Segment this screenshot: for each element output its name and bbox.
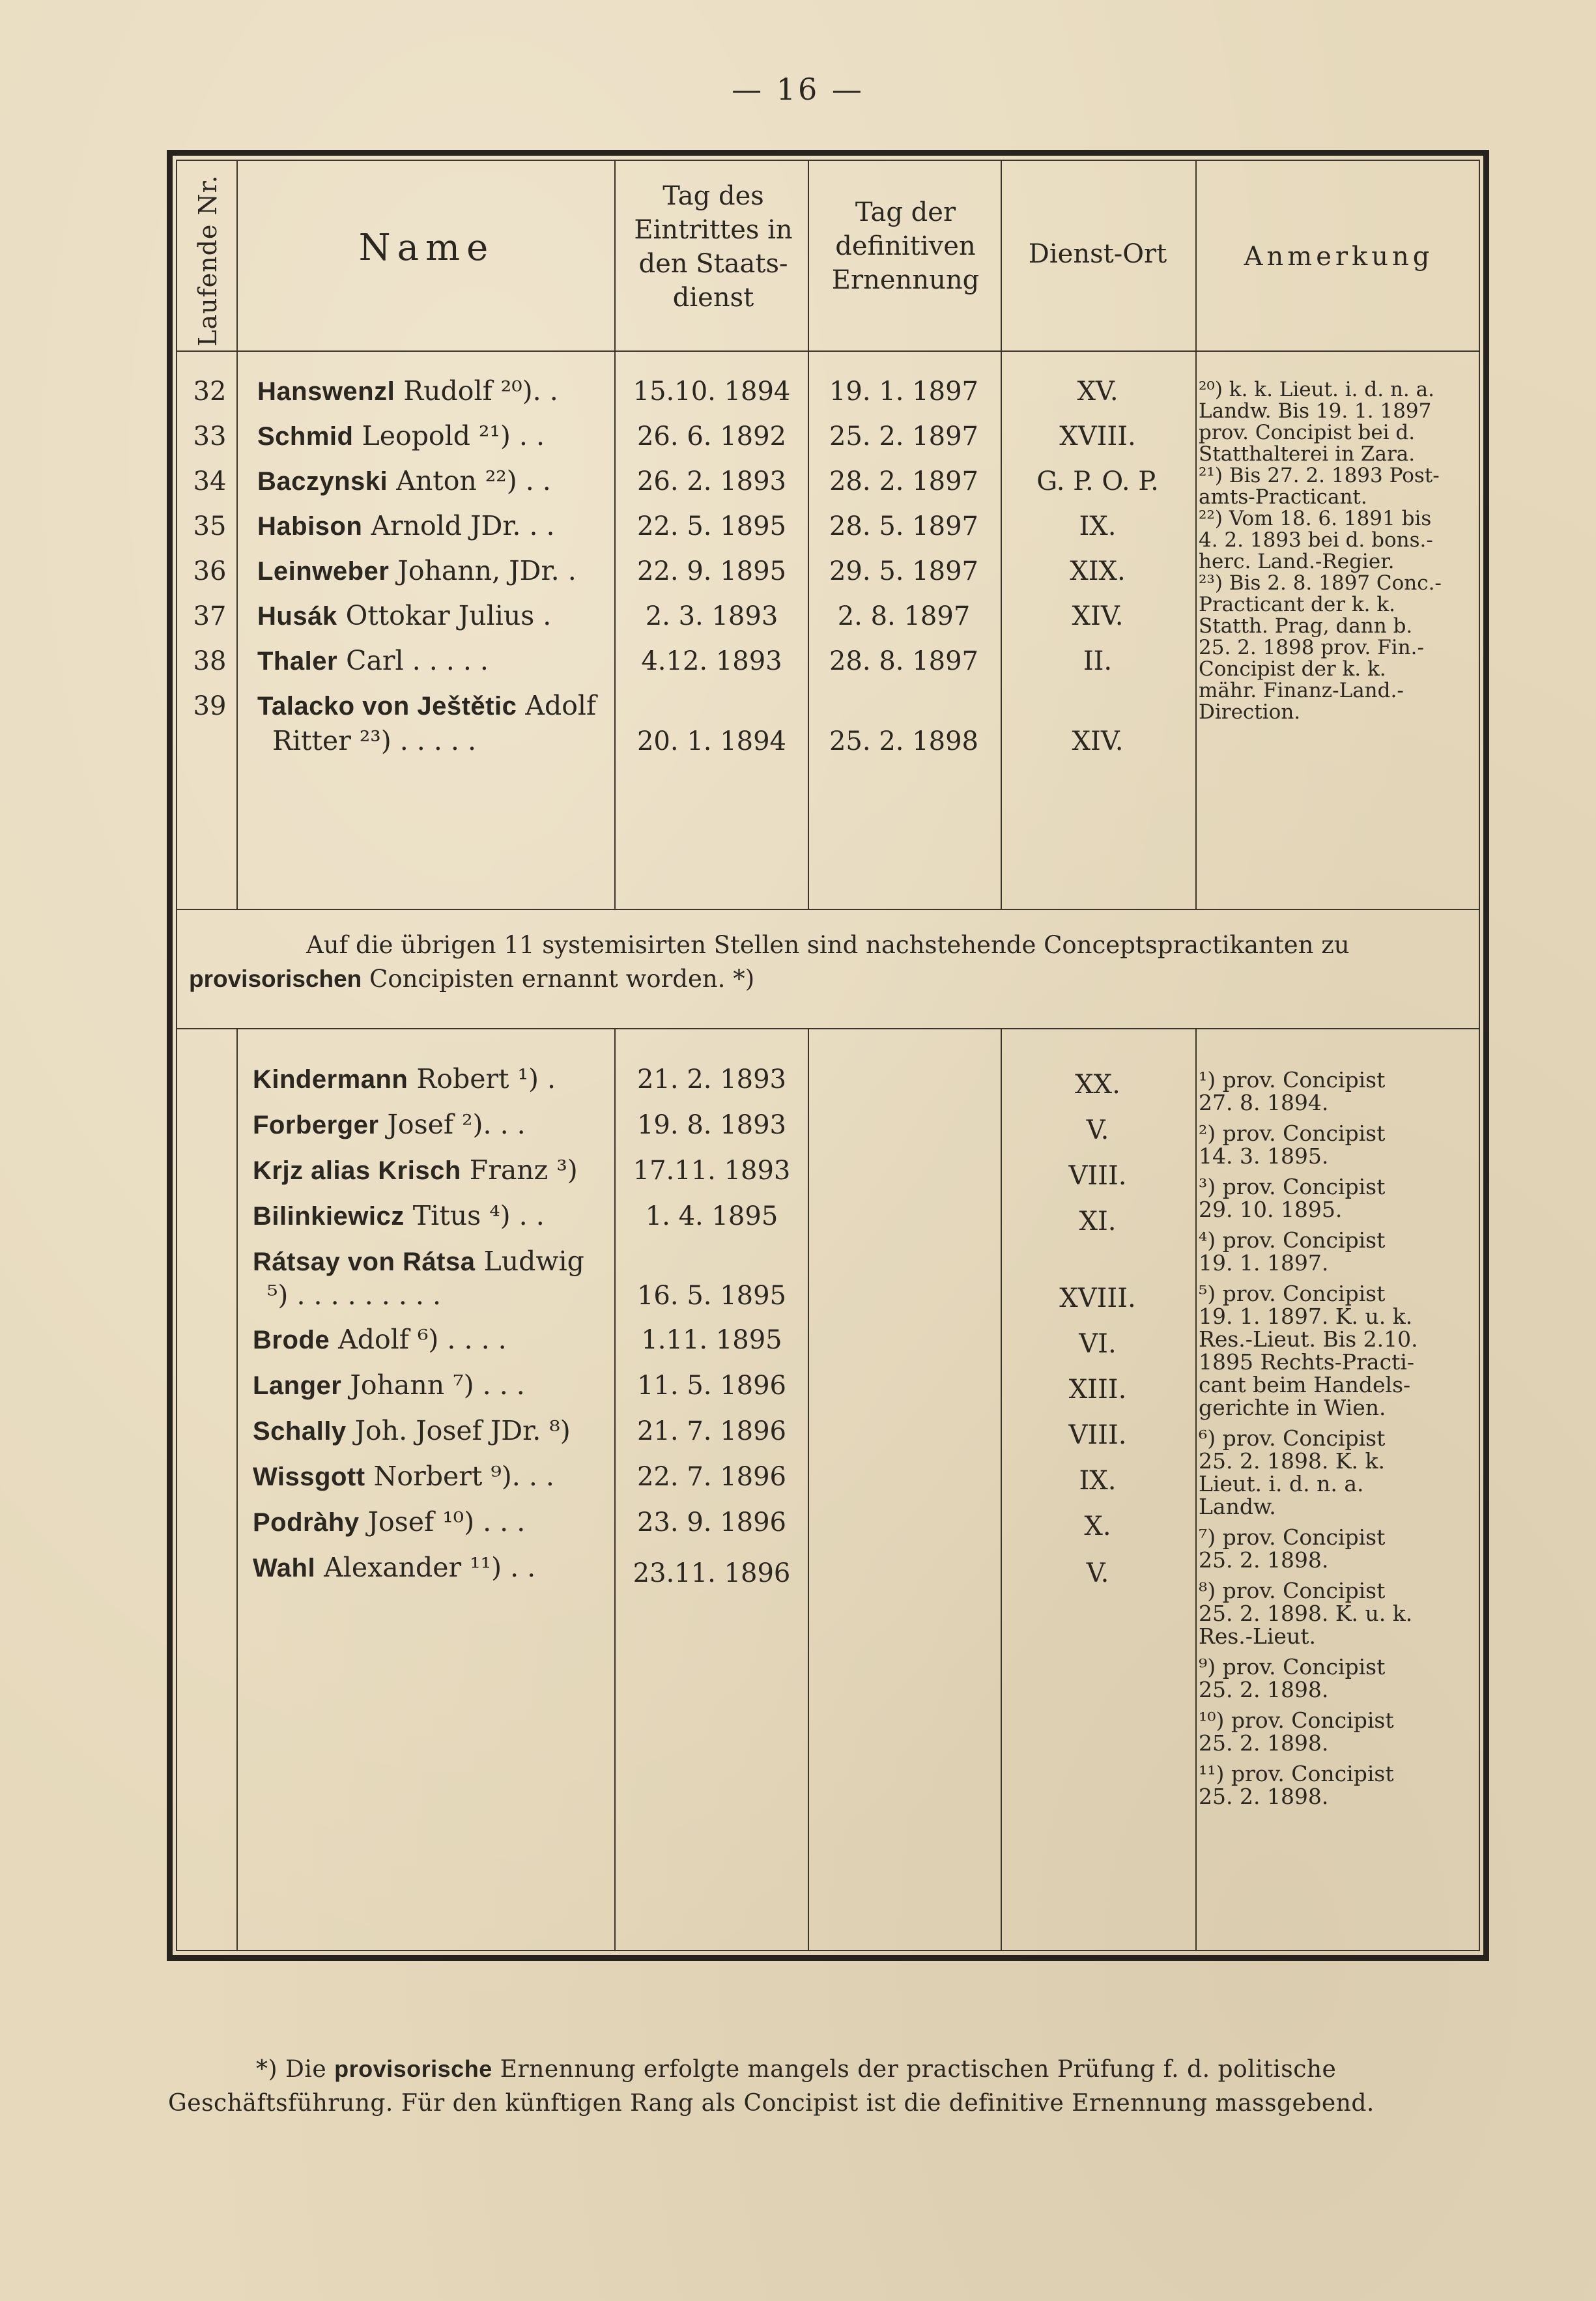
row-eintritt: 21. 2. 1893 (636, 1065, 786, 1094)
row-ort: IX. (1079, 1466, 1117, 1496)
footnote-5: ⁵) prov. Concipist 19. 1. 1897. K. u. k. Res.-Lieut. Bis 2.10. 1895 Rechts-Practi- cant beim Handels- gerichte in Wien. (1199, 1281, 1418, 1420)
row-name: Bilinkiewicz Titus ⁴) . . (253, 1200, 545, 1231)
header-name: Name (358, 227, 495, 269)
row-ort: V. (1086, 1558, 1109, 1588)
row-eintritt: 16. 5. 1895 (636, 1281, 786, 1311)
row-ort: XX. (1075, 1070, 1120, 1100)
row-eintritt: 2. 3. 1893 (645, 601, 778, 631)
row-ort: VIII. (1068, 1420, 1127, 1450)
header-laufende-nr: Laufende Nr. (193, 175, 223, 347)
footnote-4: ⁴) prov. Concipist 19. 1. 1897. (1199, 1227, 1386, 1276)
footnote-10: ¹⁰) prov. Concipist 25. 2. 1898. (1199, 1708, 1394, 1756)
section-rule-top (177, 909, 1480, 910)
row-ort: XI. (1079, 1207, 1117, 1236)
row-eintritt: 19. 8. 1893 (636, 1110, 786, 1140)
row-nr: 32 (193, 377, 227, 407)
row-eintritt: 1.11. 1895 (641, 1325, 782, 1355)
row-eintritt: 21. 7. 1896 (636, 1416, 786, 1446)
row-ort: XV. (1077, 377, 1119, 407)
row-name: Schally Joh. Josef JDr. ⁸) (253, 1415, 571, 1446)
row-name: Thaler Carl . . . . . (257, 645, 489, 676)
row-name-line2: Ritter ²³) . . . . . (272, 725, 477, 756)
row-ernennung: 28. 8. 1897 (829, 646, 978, 676)
row-ort: G. P. O. P. (1036, 466, 1159, 496)
row-ort: XIV. (1072, 726, 1124, 756)
section-note: Auf die übrigen 11 systemisirten Stellen sind nachstehende Conceptspractikanten zu provisorischen Concipisten ernannt worden. *) (189, 931, 1350, 993)
page-footnote: *) Die provisorische Ernennung erfolgte mangels der practischen Prüfung f. d. politische Geschäftsführung. Für den künftigen Rang als Concipist ist die definitive Ernennung massgebend. (168, 2055, 1375, 2117)
row-nr: 33 (193, 422, 227, 451)
anmerkung-notes-upper: ²⁰) k. k. Lieut. i. d. n. a. Landw. Bis 19. 1. 1897 prov. Concipist bei d. Statthalterei in Zara. ²¹) Bis 27. 2. 1893 Post- amts-Practicant. ²²) Vom 18. 6. 1891 bis 4. 2. 1893 bei d. bons.- herc. Land.-Regier. ²³) Bis 2. 8. 1897 Conc.- Practicant der k. k. Statth. Prag, dann b. 25. 2. 1898 prov. Fin.- Concipist der k. k. mähr. Finanz-Land.- Direction. (1199, 378, 1442, 724)
col-rule-eintritt-2 (808, 1028, 809, 1950)
row-eintritt: 22. 9. 1895 (636, 556, 786, 586)
row-ernennung: 25. 2. 1897 (829, 422, 978, 451)
row-ort: XVIII. (1059, 1283, 1136, 1313)
row-name: Rátsay von Rátsa Ludwig (253, 1246, 584, 1277)
row-name-line2: ⁵) . . . . . . . . . (267, 1279, 442, 1311)
row-ernennung: 28. 5. 1897 (829, 511, 978, 541)
col-rule-name (614, 161, 616, 909)
footnote-11: ¹¹) prov. Concipist 25. 2. 1898. (1199, 1761, 1394, 1809)
row-eintritt: 22. 7. 1896 (636, 1462, 786, 1492)
row-name: Brode Adolf ⁶) . . . . (253, 1324, 507, 1355)
row-name: Baczynski Anton ²²) . . (257, 465, 551, 496)
header-anmerkung: Anmerkung (1244, 242, 1434, 272)
row-ernennung: 28. 2. 1897 (829, 466, 978, 496)
row-name: Podràhy Josef ¹⁰) . . . (253, 1506, 526, 1537)
row-nr: 35 (193, 511, 227, 541)
row-ort: II. (1083, 646, 1113, 676)
row-nr: 34 (193, 466, 227, 496)
row-eintritt: 4.12. 1893 (641, 646, 782, 676)
header-dienst-ort: Dienst-Ort (1028, 239, 1167, 269)
row-name: Habison Arnold JDr. . . (257, 510, 555, 541)
row-ort: VIII. (1068, 1161, 1127, 1191)
row-name: Langer Johann ⁷) . . . (253, 1369, 525, 1401)
row-nr: 38 (193, 646, 227, 676)
header-ernennung: Tag der definitiven Ernennung (831, 197, 980, 295)
row-eintritt: 11. 5. 1896 (636, 1371, 786, 1401)
header-rule (177, 350, 1480, 352)
row-name: Husák Ottokar Julius . (257, 600, 552, 631)
row-eintritt: 15.10. 1894 (633, 377, 791, 407)
footnote-3: ³) prov. Concipist 29. 10. 1895. (1199, 1174, 1386, 1222)
row-name: Schmid Leopold ²¹) . . (257, 420, 545, 451)
row-eintritt: 20. 1. 1894 (636, 726, 786, 756)
footnote-8: ⁸) prov. Concipist 25. 2. 1898. K. u. k. Res.-Lieut. (1199, 1578, 1413, 1649)
row-nr: 37 (193, 601, 227, 631)
row-nr: 36 (193, 556, 227, 586)
row-ort: XIX. (1070, 556, 1126, 586)
row-eintritt: 22. 5. 1895 (636, 511, 786, 541)
row-name: Talacko von Ještětic Adolf (257, 690, 597, 721)
col-rule-ort (1195, 161, 1197, 909)
footnote-7: ⁷) prov. Concipist 25. 2. 1898. (1199, 1524, 1386, 1573)
anmerkung-notes-lower (1199, 1068, 1479, 1816)
row-ernennung: 29. 5. 1897 (829, 556, 978, 586)
row-ort: VI. (1079, 1329, 1117, 1359)
row-ort: XIV. (1072, 601, 1124, 631)
row-ort: V. (1086, 1115, 1109, 1145)
row-eintritt: 17.11. 1893 (633, 1156, 791, 1186)
section-rule-bottom (177, 1028, 1480, 1029)
row-name: Hanswenzl Rudolf ²⁰). . (257, 375, 558, 407)
row-name: Krjz alias Krisch Franz ³) (253, 1154, 578, 1186)
footnote-9: ⁹) prov. Concipist 25. 2. 1898. (1199, 1654, 1386, 1702)
col-rule-ort-2 (1195, 1028, 1197, 1950)
row-ernennung: 2. 8. 1897 (837, 601, 971, 631)
footnote-2: ²) prov. Concipist 14. 3. 1895. (1199, 1121, 1386, 1169)
row-ort: XVIII. (1059, 422, 1136, 451)
row-eintritt: 23.11. 1896 (633, 1558, 791, 1588)
row-name: Wissgott Norbert ⁹). . . (253, 1461, 554, 1492)
col-rule-name-2 (614, 1028, 616, 1950)
footnote-6: ⁶) prov. Concipist 25. 2. 1898. K. k. Lieut. i. d. n. a. Landw. (1199, 1425, 1386, 1519)
page-number: — 16 — (732, 72, 864, 107)
row-eintritt: 23. 9. 1896 (636, 1508, 786, 1537)
col-rule-eintritt (808, 161, 809, 909)
header-eintritt: Tag des Eintrittes in den Staats- dienst (634, 181, 793, 313)
footnote-1: ¹) prov. Concipist 27. 8. 1894. (1199, 1067, 1386, 1115)
col-rule-nr (236, 161, 238, 909)
row-name: Kindermann Robert ¹) . (253, 1063, 556, 1094)
row-name: Forberger Josef ²). . . (253, 1109, 526, 1140)
row-nr: 39 (193, 691, 227, 721)
row-eintritt: 1. 4. 1895 (645, 1201, 778, 1231)
col-rule-nr-2 (236, 1028, 238, 1950)
row-eintritt: 26. 2. 1893 (636, 466, 786, 496)
row-ernennung: 25. 2. 1898 (829, 726, 978, 756)
row-ort: XIII. (1068, 1375, 1127, 1405)
row-name: Wahl Alexander ¹¹) . . (253, 1552, 536, 1583)
row-ort: X. (1084, 1511, 1111, 1541)
row-ort: IX. (1079, 511, 1117, 541)
row-name: Leinweber Johann, JDr. . (257, 555, 577, 586)
row-ernennung: 19. 1. 1897 (829, 377, 978, 407)
row-eintritt: 26. 6. 1892 (636, 422, 786, 451)
